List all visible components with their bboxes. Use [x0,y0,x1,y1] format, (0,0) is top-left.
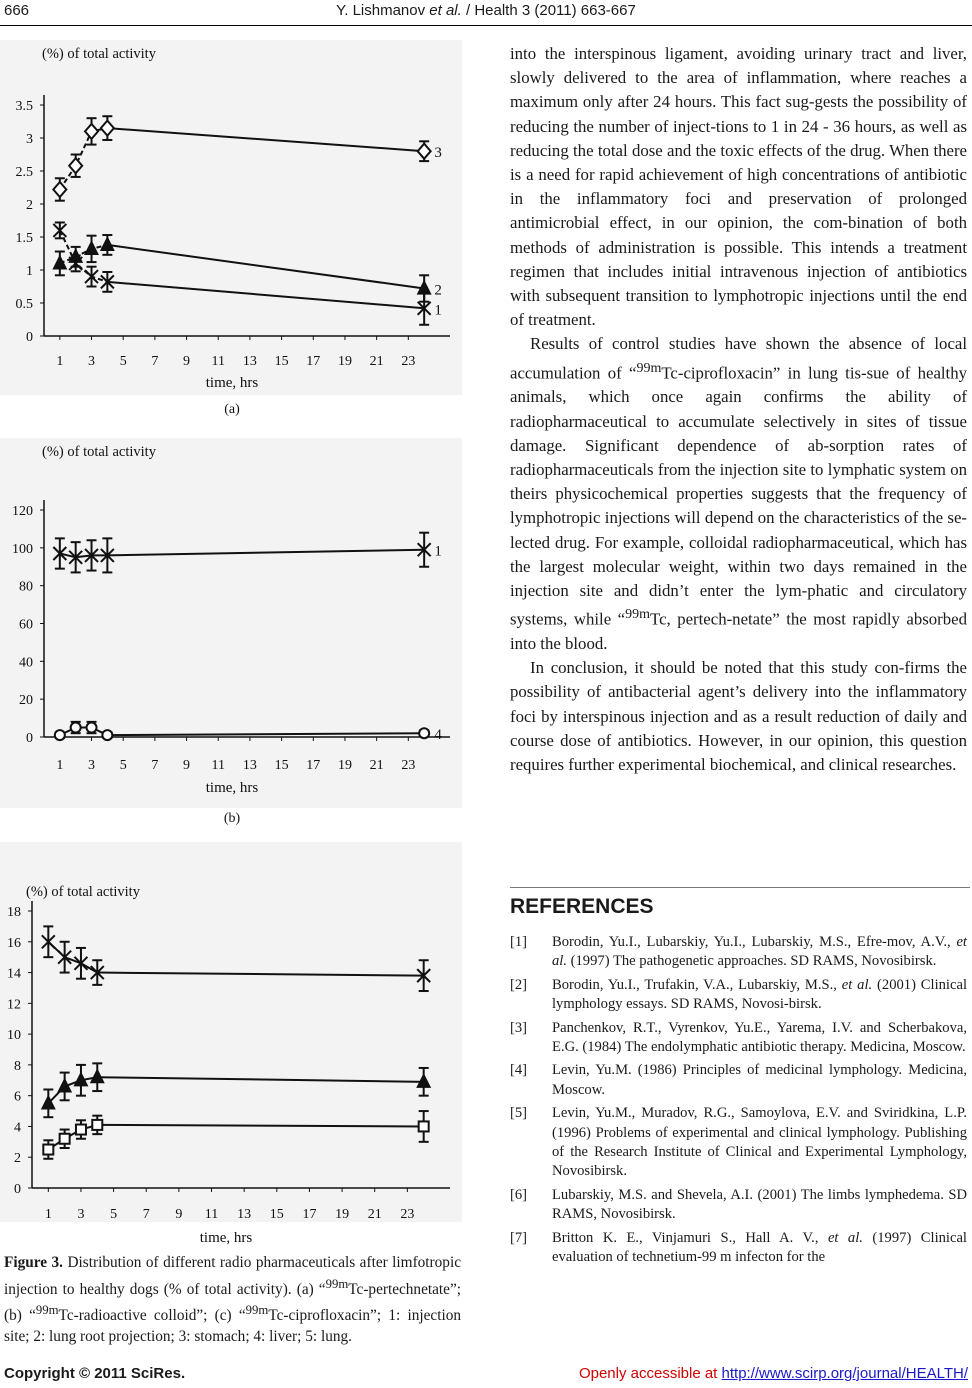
x-tick-label: 3 [77,1207,85,1222]
x-tick-label: 7 [151,354,159,369]
chart-panel-c [0,842,462,1252]
running-title-authors: Y. Lishmanov [336,2,430,19]
y-tick-label: 1.5 [15,231,33,246]
reference-number: [2] [510,976,528,993]
reference-text: Levin, Yu.M., Muradov, R.G., Samoylova, E.V. and Sviridkina, L.P. (1996) Problems of experimental and clinical lymphology. Publishing of the Research Institute of Clinical and Experimental Lymphology, Novosibirsk. [552,1105,967,1180]
reference-item [510,1061,967,1100]
reference-number: [3] [510,1019,528,1036]
y-tick-label: 0.5 [15,297,33,312]
caption-label: Figure 3. [4,1254,63,1271]
marker-circle [87,723,97,733]
marker-circle [102,730,112,740]
running-title [0,2,972,19]
reference-text: Borodin, Yu.I., Lubarskiy, Yu.I., Lubarskiy, M.S., Efre-mov, A.V., et al. (1997) The pathogenetic approaches. SD RAMS, Novosibirsk. [552,934,967,970]
caption-text-3: Tc-radioactive colloid”; (c) “ [58,1307,246,1325]
series-label: 4 [434,727,442,744]
x-tick-label: 19 [337,758,352,773]
panel-label: (b) [223,811,241,826]
x-tick-label: 11 [211,354,225,369]
x-tick-label: 5 [119,354,127,369]
plot-background [0,438,462,808]
x-tick-label: 1 [56,354,64,369]
y-tick-label: 3.5 [15,99,33,114]
marker-circle [55,730,65,740]
y-tick-label: 0 [14,1182,21,1197]
x-tick-label: 21 [369,758,384,773]
x-tick-label: 13 [242,758,257,773]
p2-part-c: Tc, pertech-netate” the most rapidly absorbed into the blood. [510,609,968,654]
copyright: Copyright © 2011 SciRes. [4,1365,186,1382]
x-axis-title: time, hrs [199,1230,253,1246]
y-tick-label: 60 [19,617,33,633]
marker-circle [71,723,81,733]
open-access-text: Openly accessible at [578,1365,722,1382]
x-tick-label: 23 [401,758,416,773]
series-label: 3 [434,145,442,162]
x-tick-label: 11 [204,1207,219,1222]
page-footer [0,1365,972,1387]
x-axis-title: time, hrs [205,780,259,796]
x-tick-label: 23 [401,354,416,369]
x-tick-label: 17 [306,354,321,369]
x-tick-label: 19 [337,354,352,369]
running-title-journal: / Health 3 (2011) 663-667 [461,2,636,19]
x-tick-label: 1 [44,1207,52,1222]
reference-item [510,1229,967,1268]
body-text [510,42,967,777]
reference-item [510,1104,967,1182]
y-tick-label: 40 [19,655,33,671]
plot-background [0,40,462,395]
x-tick-label: 5 [110,1207,118,1222]
reference-text: Panchenkov, R.T., Vyrenkov, Yu.E., Yarema, I.V. and Scherbakova, E.G. (1984) The endolymphatic antibiotic therapy. Medicina, Moscow. [552,1019,967,1056]
y-tick-label: 4 [14,1120,21,1136]
reference-number: [6] [510,1186,528,1203]
marker-circle [419,728,429,738]
x-tick-label: 17 [306,758,321,773]
y-tick-label: 120 [12,504,33,519]
references-list [510,933,967,1272]
chart-panel-b [0,438,462,838]
x-tick-label: 21 [369,354,384,369]
series-label: 1 [434,302,442,319]
x-tick-label: 9 [175,1207,183,1222]
y-tick-label: 1 [26,264,33,279]
y-axis-title: (%) of total activity [42,46,156,62]
y-axis-title: (%) of total activity [42,444,156,460]
open-access-note [579,1365,968,1382]
reference-item [510,1186,967,1225]
reference-item [510,933,967,972]
y-tick-label: 3 [26,132,33,147]
paragraph-2 [510,332,967,656]
y-tick-label: 6 [14,1089,21,1105]
x-tick-label: 7 [151,758,159,773]
y-tick-label: 2 [14,1151,21,1167]
x-tick-label: 19 [335,1207,350,1222]
y-tick-label: 8 [14,1058,21,1074]
x-tick-label: 5 [119,758,127,773]
y-tick-label: 100 [12,541,33,557]
marker-square [76,1125,86,1135]
y-tick-label: 20 [19,693,33,709]
y-tick-label: 2.5 [15,165,33,180]
x-tick-label: 17 [302,1207,317,1222]
x-tick-label: 15 [274,758,289,773]
caption-sup-2: 99m [35,1303,59,1318]
reference-number: [5] [510,1105,528,1122]
p2-sup-2: 99m [625,607,650,623]
x-tick-label: 15 [269,1207,284,1222]
x-tick-label: 13 [242,354,257,369]
page-header [0,0,972,26]
chart-panel-a [0,40,462,425]
series-label: 2 [434,282,442,299]
y-tick-label: 2 [26,198,33,213]
caption-text-4: Tc-ciprofloxacin”; 1: injection site; 2: lung root projection; 3: stomach; 4: liver; 5: lung. [4,1307,461,1345]
marker-square [43,1145,53,1155]
reference-item [510,1019,967,1058]
x-tick-label: 9 [183,758,191,773]
x-tick-label: 11 [211,758,225,773]
x-tick-label: 23 [400,1207,415,1222]
x-tick-label: 9 [183,354,191,369]
y-tick-label: 0 [26,330,33,345]
y-tick-label: 0 [26,731,33,746]
figure-caption [4,1253,461,1348]
y-tick-label: 18 [7,905,21,920]
y-tick-label: 16 [7,935,21,951]
references-heading: REFERENCES [510,895,654,918]
x-tick-label: 13 [237,1207,252,1222]
caption-text-2: Tc-pertechnetate”; (b) “ [4,1280,461,1325]
marker-square [60,1134,70,1144]
x-tick-label: 7 [142,1207,150,1222]
caption-text-1: Distribution of different radio pharmaceuticals after limfotropic injection to healthy dogs (% of total activity). (a) “ [4,1254,461,1298]
running-title-etal: et al. [429,2,462,19]
header-rule [0,25,972,26]
reference-number: [4] [510,1062,528,1079]
y-tick-label: 14 [7,966,21,982]
reference-text: Borodin, Yu.I., Trufakin, V.A., Lubarskiy, M.S., et al. (2001) Clinical lymphology essays. SD RAMS, Novosi-birsk. [552,976,967,1013]
x-tick-label: 3 [88,354,96,369]
p2-part-b: Tc-ciprofloxacin” in lung tis-sue of healthy animals, which once again confirms the ability of radiopharmaceutical to accumulate selectively in sites of tissue damage. Significant dependence of ab-sorption rates of radiopharmaceuticals from the injection site to lymphatic system on theirs physicochemical properties suggests that the frequency of lymphotropic injections will depend on the characteristics of the se-lected drug. For example, colloidal radiopharmaceutical, which has the largest molecular weight, within two days remained in the injection site and didn’t enter the lym-phatic and circulatory systems, while “ [510,363,967,629]
marker-square [419,1121,429,1131]
caption-sup-1: 99m [325,1276,349,1291]
reference-text: Lubarskiy, M.S. and Shevela, A.I. (2001) The limbs lymphedema. SD RAMS, Novosibirsk. [552,1186,967,1223]
y-tick-label: 10 [7,1028,21,1044]
p2-sup-1: 99m [636,360,662,376]
caption-sup-3: 99m [245,1303,269,1318]
references-divider [510,887,970,888]
y-tick-label: 12 [7,997,21,1013]
x-axis-title: time, hrs [205,375,259,391]
y-tick-label: 80 [19,579,33,595]
reference-text: Britton K. E., Vinjamuri S., Hall A. V., et al. (1997) Clinical evaluation of technetium-99 m infecton for the [552,1229,967,1266]
x-tick-label: 15 [274,354,289,369]
reference-item [510,976,967,1015]
p2-part-a: Results of control studies have shown the absence of local accumulation of “ [510,334,967,383]
reference-number: [7] [510,1229,528,1246]
paragraph-1: into the interspinous ligament, avoiding urinary tract and liver, slowly delivered to the area of inflammation, where reaches a maximum only after 24 hours. This fact sug-gests the possibility of reducing the number of inject-tions to 1 in 24 - 36 hours, as well as reducing the total dose and the toxic effects of the drug. When there is a need for rapid achievement of high concentrations of antibiotic in the inflammatory foci and preservation of prolonged antimicrobial effect, in our opinion, the com-bination of both methods of administration is possible. This intends a treatment regimen that includes initial intravenous injection of antibiotics with subsequent transition to lymphotropic injections until the end of treatment. [510,44,967,330]
marker-square [92,1120,102,1130]
journal-link[interactable]: http://www.scirp.org/journal/HEALTH/ [721,1365,968,1382]
series-label: 1 [434,543,442,560]
page-number: 666 [4,2,30,19]
y-axis-title: (%) of total activity [26,884,140,900]
panel-label: (a) [224,402,240,417]
reference-number: [1] [510,934,528,950]
x-tick-label: 3 [88,758,96,773]
paragraph-3: In conclusion, it should be noted that this study con-firms the possibility of antibacterial agent’s delivery into the inflammatory foci by interspinous injection and as a result reduction of daily and course dose of antibiotics. However, in our opinion, this question requires further experimental biochemical, and clinical researches. [510,658,967,775]
x-tick-label: 1 [56,758,64,773]
x-tick-label: 21 [367,1207,382,1222]
reference-text: Levin, Yu.M. (1986) Principles of medicinal lymphology. Medicina, Moscow. [552,1062,967,1098]
